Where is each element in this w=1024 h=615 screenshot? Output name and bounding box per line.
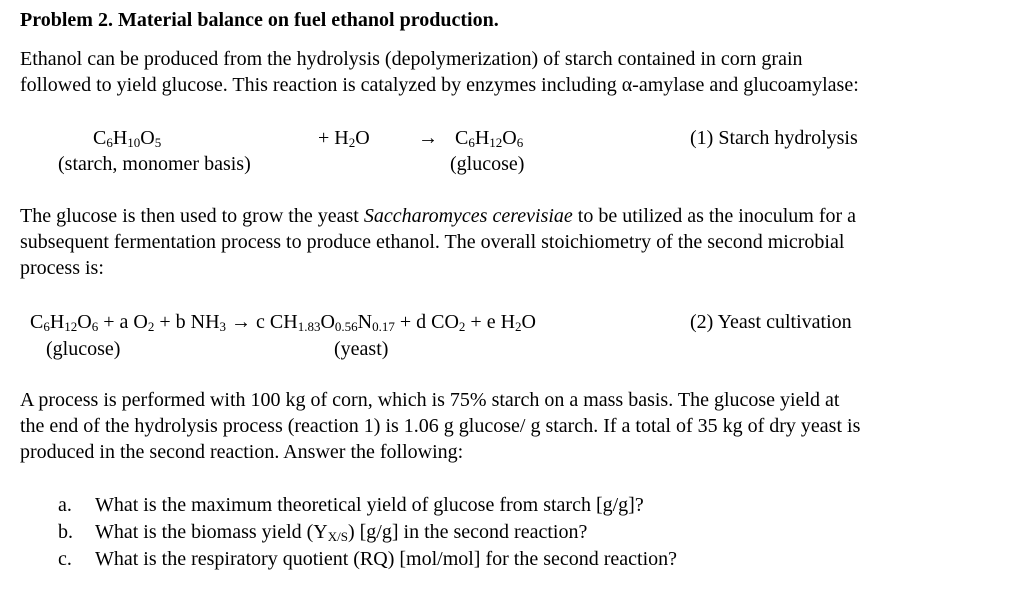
question-b-marker: b. (58, 521, 73, 543)
reaction2-yeast-label: (yeast) (334, 338, 389, 360)
question-a-text: What is the maximum theoretical yield of glucose from starch [g/g]? (95, 494, 644, 516)
reaction1-name: (1) Starch hydrolysis (690, 127, 858, 149)
question-b-text: What is the biomass yield $(Y_{X/S})$ [g/g] in the second reaction? (95, 521, 588, 544)
reaction1-arrow: → (418, 127, 438, 149)
paragraph3-line-3: produced in the second reaction. Answer the following: (20, 441, 464, 463)
starch-label: (starch, monomer basis) (58, 153, 251, 175)
yeast-species-name: Saccharomyces cerevisiae (363, 205, 573, 227)
intro-line-1: Ethanol can be produced from the hydrolysis (depolymerization) of starch contained in corn grain (20, 48, 803, 70)
reaction2-equation: $C_6H_{12}O_6 + a$ $O_2 + b$ $NH_3 \to c$ $CH_{1.83}O_{0.56}N_{0.17} + d$ $CO_2 + e$ $H_2O$ (30, 311, 536, 334)
question-c-marker: c. (58, 548, 72, 570)
paragraph2-line-2: subsequent fermentation process to produce ethanol. The overall stoichiometry of the second microbial (20, 231, 845, 253)
problem-title: Problem 2. Material balance on fuel ethanol production. (20, 9, 499, 31)
glucose-label: (glucose) (450, 153, 525, 175)
question-a-marker: a. (58, 494, 72, 516)
paragraph2-line-1: The glucose is then used to grow the yeast Saccharomyces cerevisiae to be utilized as the inoculum for a (20, 205, 857, 227)
paragraph2-line-3: process is: (20, 257, 104, 279)
paragraph3-line-2: the end of the hydrolysis process (reaction 1) is 1.06 g glucose/ g starch. If a total of 35 kg of dry yeast is (20, 415, 861, 437)
starch-formula: $C_6H_{10}O_5$ (93, 127, 162, 150)
paragraph3-line-1: A process is performed with 100 kg of corn, which is 75% starch on a mass basis. The glucose yield at (20, 389, 840, 411)
reaction2-glucose-label: (glucose) (46, 338, 121, 360)
intro-line-2: followed to yield glucose. This reaction is catalyzed by enzymes including α-amylase and glucoamylase: (20, 74, 859, 96)
water-term: + $H_2O$ (318, 127, 370, 150)
reaction2-name: (2) Yeast cultivation (690, 311, 852, 333)
question-c-text: What is the respiratory quotient (RQ) [mol/mol] for the second reaction? (95, 548, 678, 570)
glucose-formula: $C_6H_{12}O_6$ (455, 127, 524, 150)
